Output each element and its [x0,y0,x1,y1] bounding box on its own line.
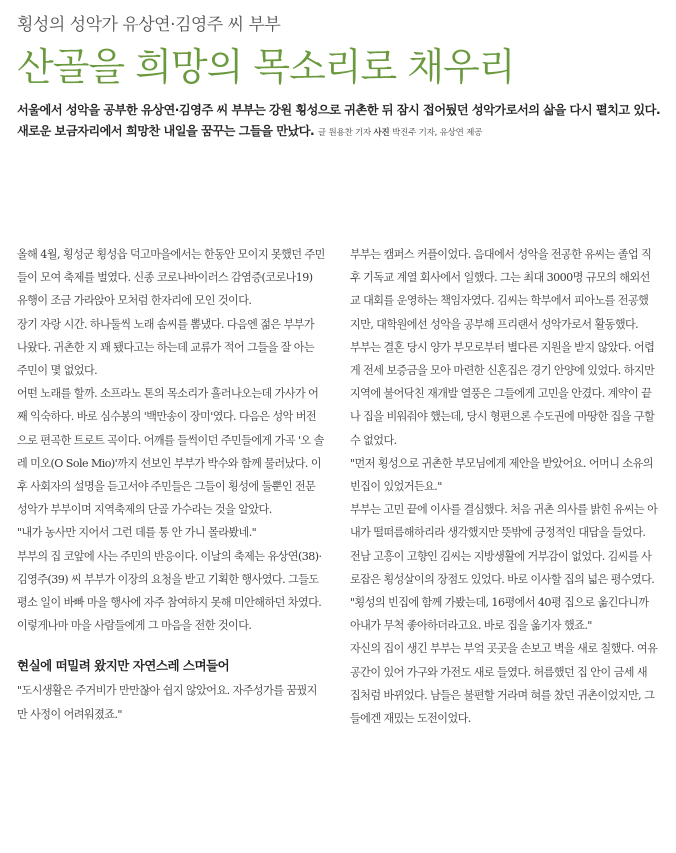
quote-paragraph: "횡성의 빈집에 함께 가봤는데, 16평에서 40평 집으로 옮긴다니까 아내가 무척 좋아하더라고요. 바로 집을 옮기자 했죠." [350,596,649,633]
body-paragraph: 올해 4월, 횡성군 횡성읍 덕고마을에서는 한동안 모이지 못했던 주민들이 모여 축제를 벌였다. 신종 코로나바이러스 감염증(코로나19) 유행이 조금 가라앉아 모처럼 한자리에 모인 것이다. [17,248,325,308]
byline-photo-label: 사진 [373,128,390,138]
lead-text: 서울에서 성악을 공부한 유상연·김영주 씨 부부는 강원 횡성으로 귀촌한 뒤 잠시 접어뒀던 성악가로서의 삶을 다시 펼치고 있다. 새로운 보금자리에서 희망찬 내일을 꿈꾸는 그들을 만났다. [17,103,661,138]
body-paragraph: 부부는 고민 끝에 이사를 결심했다. 처음 귀촌 의사를 밝힌 유씨는 아내가 떨떠름해하리라 생각했지만 뜻밖에 긍정적인 대답을 들었다. 전남 고흥이 고향인 김씨는 지방생활에 거부감이 없었다. 김씨를 사로잡은 횡성살이의 장점도 있었다. 바로 이사할 집의 넓은 평수였다. [350,503,658,586]
byline-writer: 원용찬 기자 [328,128,371,138]
lead-paragraph [17,100,667,144]
article-header [17,14,667,144]
quote-paragraph: "먼저 횡성으로 귀촌한 부모님에게 제안을 받았어요. 어머니 소유의 빈집이 있었거든요." [350,456,653,494]
body-paragraph: 어떤 노래를 할까. 소프라노 톤의 목소리가 흘러나오는데 가사가 어째 익숙하다. 바로 심수봉의 '백만송이 장미'였다. 다음은 성악 버전으로 편곡한 트로트 곡이다. 어깨를 들썩이던 주민들에게 가곡 '오 솔레 미오(O Sole Mio)'까지 선보인 부부가 박수와 함께 물러났다. 이후 사회자의 설명을 듣고서야 주민들은 그들이 횡성에 둘뿐인 전문 성악가 부부이며 지역축제의 단골 가수라는 것을 알았다. [17,387,324,517]
byline-photo: 박진주 기자, 유상연 제공 [392,128,483,138]
byline [318,128,482,138]
quote-paragraph: "도시생활은 주거비가 만만찮아 쉽지 않았어요. 자주성가를 꿈꿨지만 사정이 어려워졌죠." [17,684,317,721]
body-paragraph: 부부는 결혼 당시 양가 부모로부터 별다른 지원을 받지 않았다. 어렵게 전세 보증금을 모아 마련한 신혼집은 경기 안양에 있었다. 하지만 지역에 불어닥친 재개발 열풍은 그들에게 고민을 안겼다. 계약이 끝나 집을 비워줘야 했는데, 당시 형편으론 수도권에 마땅한 집을 구할 수 없었다. [350,340,655,447]
article-column-right [350,243,658,730]
kicker: 횡성의 성악가 유상연·김영주 씨 부부 [17,15,281,35]
byline-writer-label: 글 [317,128,326,138]
body-paragraph: 자신의 집이 생긴 부부는 부엌 곳곳을 손보고 벽을 새로 칠했다. 여유 공간이 있어 가구와 가전도 새로 들였다. 허름했던 집 안이 금세 새 집처럼 바뀌었다. 남들은 불편할 거라며 혀를 찼던 귀촌이었지만, 그들에겐 재밌는 도전이었다. [350,642,658,726]
body-paragraph: 부부는 캠퍼스 커플이었다. 음대에서 성악을 전공한 유씨는 졸업 직후 기독교 계열 회사에서 일했다. 그는 최대 3000명 규모의 해외선교 대회를 운영하는 책임자였다. 김씨는 학부에서 피아노를 전공했지만, 대학원에선 성악을 공부해 프리랜서 성악가로서 활동했다. [350,248,652,331]
article-column-left [17,243,325,726]
body-paragraph: 장기 자랑 시간. 하나둘씩 노래 솜씨를 뽐냈다. 다음엔 젊은 부부가 나왔다. 귀촌한 지 꽤 됐다고는 하는데 교류가 적어 그들을 잘 아는 주민이 몇 없었다. [17,317,315,378]
body-paragraph: 부부의 집 코앞에 사는 주민의 반응이다. 이날의 축제는 유상연(38)·김영주(39) 씨 부부가 이장의 요청을 받고 기획한 행사였다. 그들도 평소 일이 바빠 마을 행사에 자주 참여하지 못해 미안해하던 차였다. 이렇게나마 마을 사람들에게 그 마음을 전한 것이다. [17,549,322,633]
quote-paragraph: "내가 농사만 지어서 그런 데를 통 안 가니 몰라봤네." [17,526,257,540]
section-subheading: 현실에 떠밀려 왔지만 자연스레 스며들어 [17,658,230,674]
headline: 산골을 희망의 목소리로 채우리 [17,45,515,89]
